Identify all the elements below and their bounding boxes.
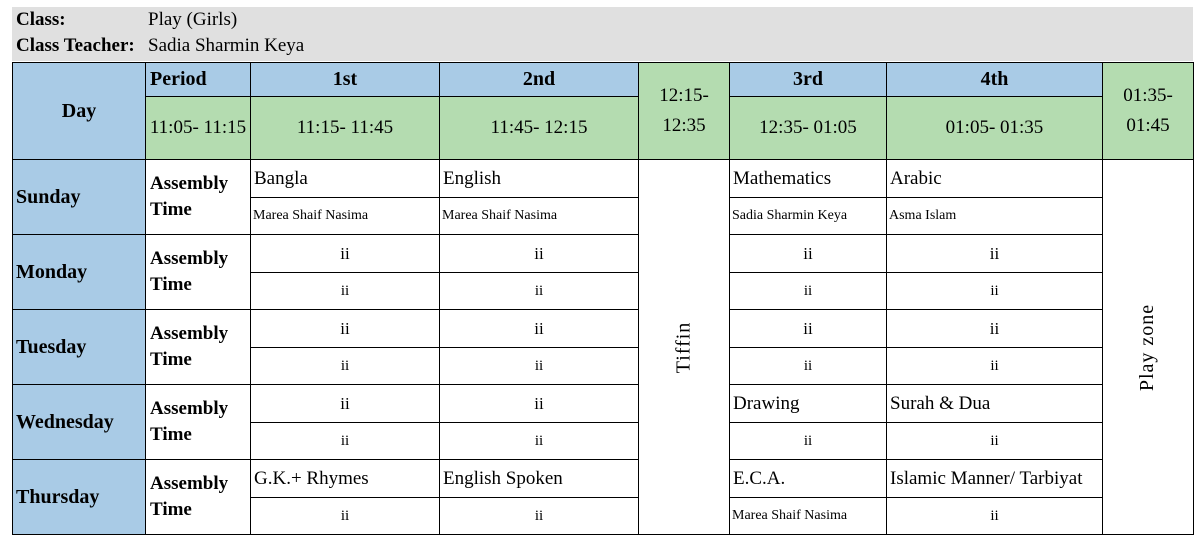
- day-header: Day: [13, 63, 146, 160]
- time-text: Time: [150, 349, 192, 370]
- p4-teacher: Asma Islam: [887, 198, 1103, 235]
- p4-subject: ii: [887, 310, 1103, 348]
- p2-teacher: ii: [440, 273, 639, 310]
- p4-subject: Surah & Dua: [887, 385, 1103, 423]
- period-4-time: 01:05- 01:35: [887, 97, 1103, 160]
- p3-subject: Drawing: [730, 385, 887, 423]
- class-label: Class:: [16, 9, 66, 30]
- time-text: Time: [150, 274, 192, 295]
- class-teacher-label: Class Teacher:: [16, 35, 135, 56]
- period-header: Period: [146, 63, 251, 97]
- assembly-text: Assembly: [150, 323, 229, 344]
- p1-subject: ii: [251, 385, 440, 423]
- class-row: [16, 7, 237, 33]
- p4-teacher: ii: [887, 423, 1103, 460]
- assembly-time-cell: [146, 385, 251, 460]
- day-name: Tuesday: [13, 310, 146, 385]
- p2-subject: ii: [440, 310, 639, 348]
- day-name: Wednesday: [13, 385, 146, 460]
- period-2-time: 11:45- 12:15: [440, 97, 639, 160]
- assembly-text: Assembly: [150, 173, 229, 194]
- assembly-time-header: 11:05- 11:15: [146, 97, 251, 160]
- period-1-header: 1st: [251, 63, 440, 97]
- assembly-text: Assembly: [150, 248, 229, 269]
- p1-subject: Bangla: [251, 160, 440, 198]
- p2-teacher: Marea Shaif Nasima: [440, 198, 639, 235]
- p2-subject: English Spoken: [440, 460, 639, 498]
- p3-teacher: ii: [730, 423, 887, 460]
- p2-teacher: ii: [440, 423, 639, 460]
- assembly-time-cell: [146, 310, 251, 385]
- day-name: Sunday: [13, 160, 146, 235]
- p3-teacher: Marea Shaif Nasima: [730, 498, 887, 535]
- day-name: Thursday: [13, 460, 146, 535]
- p4-subject: ii: [887, 235, 1103, 273]
- period-2-header: 2nd: [440, 63, 639, 97]
- class-info-header: [12, 7, 1193, 61]
- p2-subject: ii: [440, 385, 639, 423]
- p4-teacher: ii: [887, 348, 1103, 385]
- time-text: Time: [150, 199, 192, 220]
- p2-teacher: ii: [440, 498, 639, 535]
- p3-teacher: ii: [730, 348, 887, 385]
- period-1-time: 11:15- 11:45: [251, 97, 440, 160]
- p1-subject: ii: [251, 235, 440, 273]
- assembly-text: Assembly: [150, 398, 229, 419]
- assembly-time-cell: [146, 160, 251, 235]
- p3-subject: ii: [730, 310, 887, 348]
- p1-teacher: ii: [251, 273, 440, 310]
- assembly-time-cell: [146, 235, 251, 310]
- tiffin-time-header: 12:15- 12:35: [639, 63, 730, 160]
- play-time-header: 01:35- 01:45: [1103, 63, 1194, 160]
- time-text: Time: [150, 499, 192, 520]
- play-zone-label: Play zone: [1136, 303, 1159, 391]
- p3-subject: E.C.A.: [730, 460, 887, 498]
- p4-subject: Islamic Manner/ Tarbiyat: [887, 460, 1103, 498]
- class-teacher-row: [16, 33, 304, 59]
- tiffin-cell: [639, 160, 730, 535]
- period-3-time: 12:35- 01:05: [730, 97, 887, 160]
- p3-teacher: Sadia Sharmin Keya: [730, 198, 887, 235]
- day-name: Monday: [13, 235, 146, 310]
- p2-teacher: ii: [440, 348, 639, 385]
- p3-subject: Mathematics: [730, 160, 887, 198]
- class-routine-table: [12, 62, 1194, 535]
- period-4-header: 4th: [887, 63, 1103, 97]
- p1-subject: G.K.+ Rhymes: [251, 460, 440, 498]
- p4-subject: Arabic: [887, 160, 1103, 198]
- tiffin-label: Tiffin: [672, 321, 695, 373]
- p1-teacher: ii: [251, 348, 440, 385]
- period-3-header: 3rd: [730, 63, 887, 97]
- p4-teacher: ii: [887, 498, 1103, 535]
- p2-subject: ii: [440, 235, 639, 273]
- class-value: Play (Girls): [148, 9, 238, 30]
- p4-teacher: ii: [887, 273, 1103, 310]
- p3-teacher: ii: [730, 273, 887, 310]
- p3-subject: ii: [730, 235, 887, 273]
- p1-teacher: ii: [251, 423, 440, 460]
- class-teacher-value: Sadia Sharmin Keya: [148, 35, 305, 56]
- play-zone-cell: [1103, 160, 1194, 535]
- time-text: Time: [150, 424, 192, 445]
- p1-subject: ii: [251, 310, 440, 348]
- p1-teacher: Marea Shaif Nasima: [251, 198, 440, 235]
- assembly-time-cell: [146, 460, 251, 535]
- assembly-text: Assembly: [150, 473, 229, 494]
- p2-subject: English: [440, 160, 639, 198]
- p1-teacher: ii: [251, 498, 440, 535]
